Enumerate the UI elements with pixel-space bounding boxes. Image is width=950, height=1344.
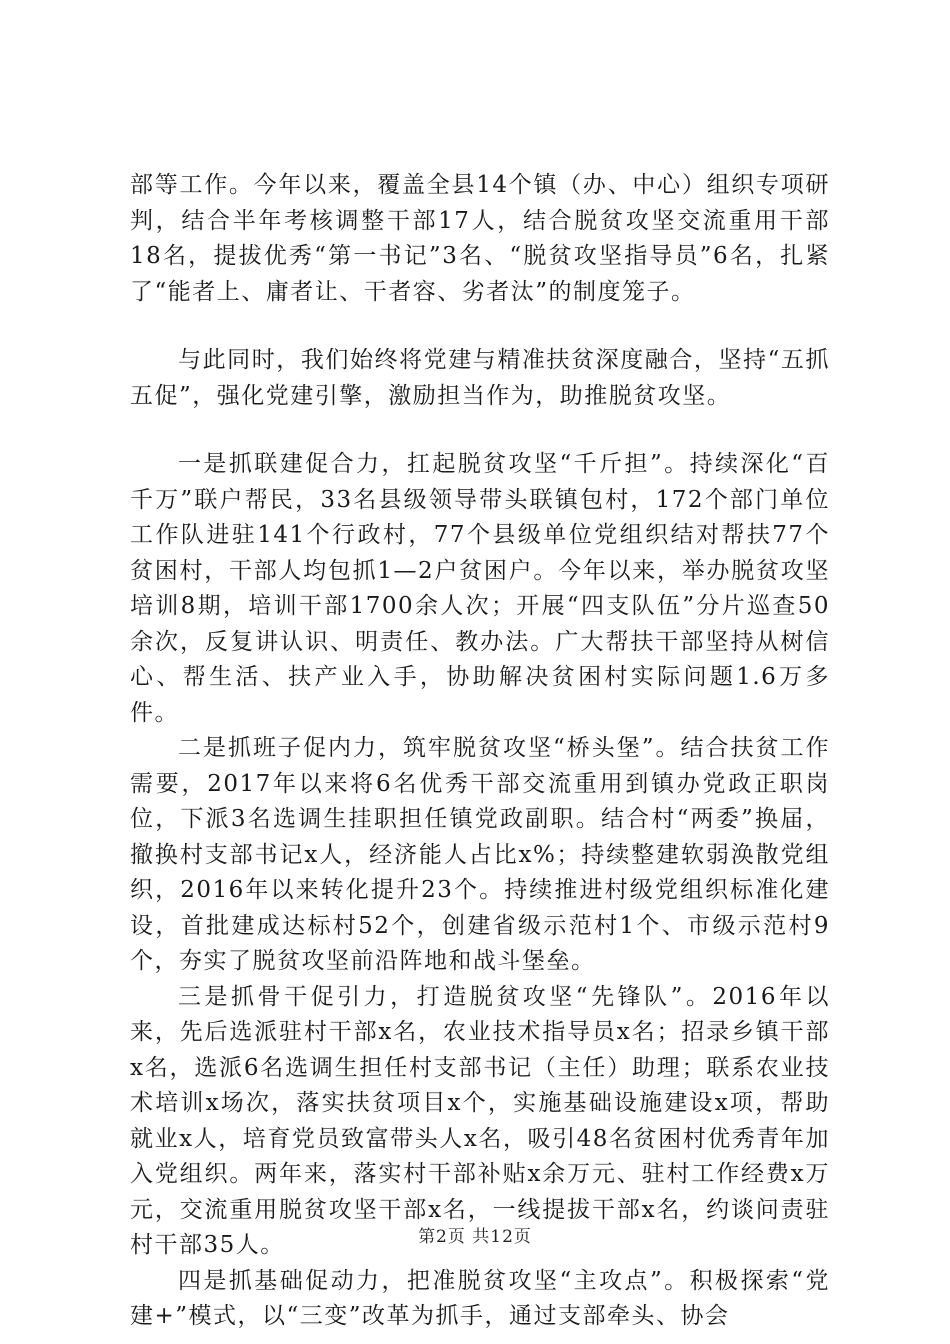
paragraph-point-two: 二是抓班子促内力，筑牢脱贫攻坚“桥头堡”。结合扶贫工作需要，2017年以来将6名优秀干部交流重用到镇办党政正职岗位，下派3名选调生挂职担任镇党政副职。结合村“两委”换届，撤换村支部书记x人，经济能人占比x%；持续整建软弱涣散党组织，2016年以来转化提升23个。持续推进村级党组织标准化建设，首批建成达标村52个，创建省级示范村1个、市级示范村9个，夯实了脱贫攻坚前沿阵地和战斗堡垒。 <box>130 735 830 974</box>
paragraph-point-one: 一是抓联建促合力，扛起脱贫攻坚“千斤担”。持续深化“百千万”联户帮民，33名县级领导带头联镇包村，172个部门单位工作队进驻141个行政村，77个县级单位党组织结对帮扶77个贫困村，干部人均包抓1—2户贫困户。今年以来，举办脱贫攻坚培训8期，培训干部1700余人次；开展“四支队伍”分片巡查50余次，反复讲认识、明责任、教办法。广大帮扶干部坚持从树信心、帮生活、扶产业入手，协助解决贫困村实际问题1.6万多件。 <box>130 451 830 726</box>
paragraph-point-three: 三是抓骨干促引力，打造脱贫攻坚“先锋队”。2016年以来，先后选派驻村干部x名，农业技术指导员x名；招录乡镇干部x名，选派6名选调生担任村支部书记（主任）助理；联系农业技术培训x场次，落实扶贫项目x个，实施基础设施建设x项，帮助就业x人，培育党员致富带头人x名，吸引48名贫困村优秀青年加入党组织。两年来，落实村干部补贴x余万元、驻村工作经费x万元，交流重用脱贫攻坚干部x名，一线提拔干部x名，约谈问责驻村干部35人。 <box>130 983 830 1258</box>
paragraph-point-four: 四是抓基础促动力，把准脱贫攻坚“主攻点”。积极探索“党建+”模式，以“三变”改革为抓手，通过支部牵头、协会 <box>130 1267 830 1329</box>
page-footer: 第2页 共12页 <box>418 1227 532 1247</box>
paragraph-intro: 与此同时，我们始终将党建与精准扶贫深度融合，坚持“五抓五促”，强化党建引擎，激励担当作为，助推脱贫攻坚。 <box>130 347 830 409</box>
paragraph-continuation: 部等工作。今年以来，覆盖全县14个镇（办、中心）组织专项研判，结合半年考核调整干部17人，结合脱贫攻坚交流重用干部18名，提拔优秀“第一书记”3名、“脱贫攻坚指导员”6名，扎紧了“能者上、庸者让、干者容、劣者汰”的制度笼子。 <box>130 172 830 305</box>
document-body <box>130 168 830 1335</box>
